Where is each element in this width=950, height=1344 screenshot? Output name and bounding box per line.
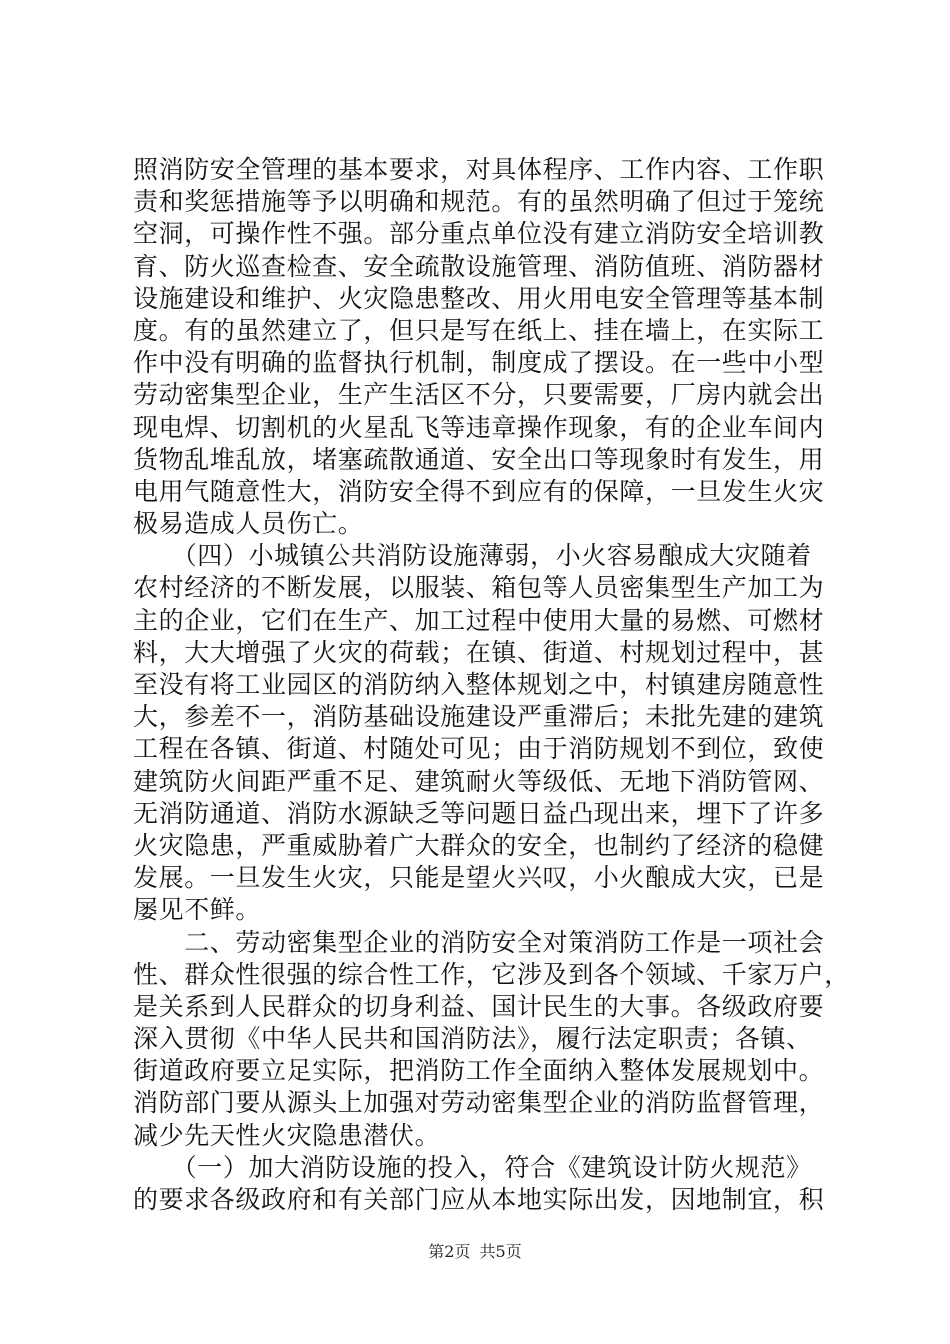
text-line: 农村经济的不断发展，以服装、箱包等人员密集型生产加工为 [133,573,825,603]
text-line: 度。有的虽然建立了，但只是写在纸上、挂在墙上，在实际工 [133,315,825,345]
text-line: 设施建设和维护、火灾隐患整改、用火用电安全管理等基本制 [133,283,825,313]
text-line: 大，参差不一，消防基础设施建设严重滞后；未批先建的建筑 [133,702,825,732]
text-line: 作中没有明确的监督执行机制，制度成了摆设。在一些中小型 [133,348,825,378]
text-line: 深入贯彻《中华人民共和国消防法》，履行法定职责；各镇、 [133,1024,812,1054]
text-line: 料，大大增强了火灾的荷载；在镇、街道、村规划过程中，甚 [133,637,825,667]
text-line: 极易造成人员伤亡。 [133,509,364,539]
text-line: 消防部门要从源头上加强对劳动密集型企业的消防监督管理， [133,1088,825,1118]
text-line: 工程在各镇、街道、村随处可见；由于消防规划不到位，致使 [133,734,825,764]
text-line: 主的企业，它们在生产、加工过程中使用大量的易燃、可燃材 [133,605,825,635]
text-line: 照消防安全管理的基本要求，对具体程序、工作内容、工作职 [133,155,825,184]
text-line: 二、劳动密集型企业的消防安全对策消防工作是一项社会 [133,927,825,957]
text-line: 是关系到人民群众的切身利益、国计民生的大事。各级政府要 [133,991,825,1021]
text-line: （四）小城镇公共消防设施薄弱，小火容易酿成大灾随着 [133,541,812,571]
text-line: 现电焊、切割机的火星乱飞等违章操作现象，有的企业车间内 [133,412,825,442]
page-total: 共5页 [479,1242,522,1261]
text-line: 的要求各级政府和有关部门应从本地实际出发，因地制宜，积 [133,1185,825,1214]
text-line: 建筑防火间距严重不足、建筑耐火等级低、无地下消防管网、 [133,766,825,796]
page-footer [0,1242,950,1262]
text-line: 无消防通道、消防水源缺乏等问题日益凸现出来，埋下了许多 [133,798,825,828]
page-number: 第2页 [428,1242,471,1261]
text-line: 街道政府要立足实际，把消防工作全面纳入整体发展规划中。 [133,1056,825,1086]
text-line: 发展。一旦发生火灾，只能是望火兴叹，小火酿成大灾，已是 [133,863,825,893]
text-line: 电用气随意性大，消防安全得不到应有的保障，一旦发生火灾 [133,476,825,506]
text-line: （一）加大消防设施的投入，符合《建筑设计防火规范》 [133,1152,812,1182]
text-line: 空洞，可操作性不强。部分重点单位没有建立消防安全培训教 [133,219,825,249]
text-line: 屡见不鲜。 [133,895,262,925]
text-line: 育、防火巡查检查、安全疏散设施管理、消防值班、消防器材 [133,251,825,281]
text-line: 性、群众性很强的综合性工作，它涉及到各个领域、千家万户， [133,959,850,989]
text-line: 责和奖惩措施等予以明确和规范。有的虽然明确了但过于笼统 [133,187,825,217]
text-line: 货物乱堆乱放，堵塞疏散通道、安全出口等现象时有发生，用 [133,444,825,474]
document-body [133,154,850,1216]
text-line: 至没有将工业园区的消防纳入整体规划之中，村镇建房随意性 [133,670,825,699]
text-line: 火灾隐患，严重威胁着广大群众的安全，也制约了经济的稳健 [133,830,825,860]
text-line: 劳动密集型企业，生产生活区不分，只要需要，厂房内就会出 [133,380,825,410]
text-line: 减少先天性火灾隐患潜伏。 [133,1120,441,1150]
